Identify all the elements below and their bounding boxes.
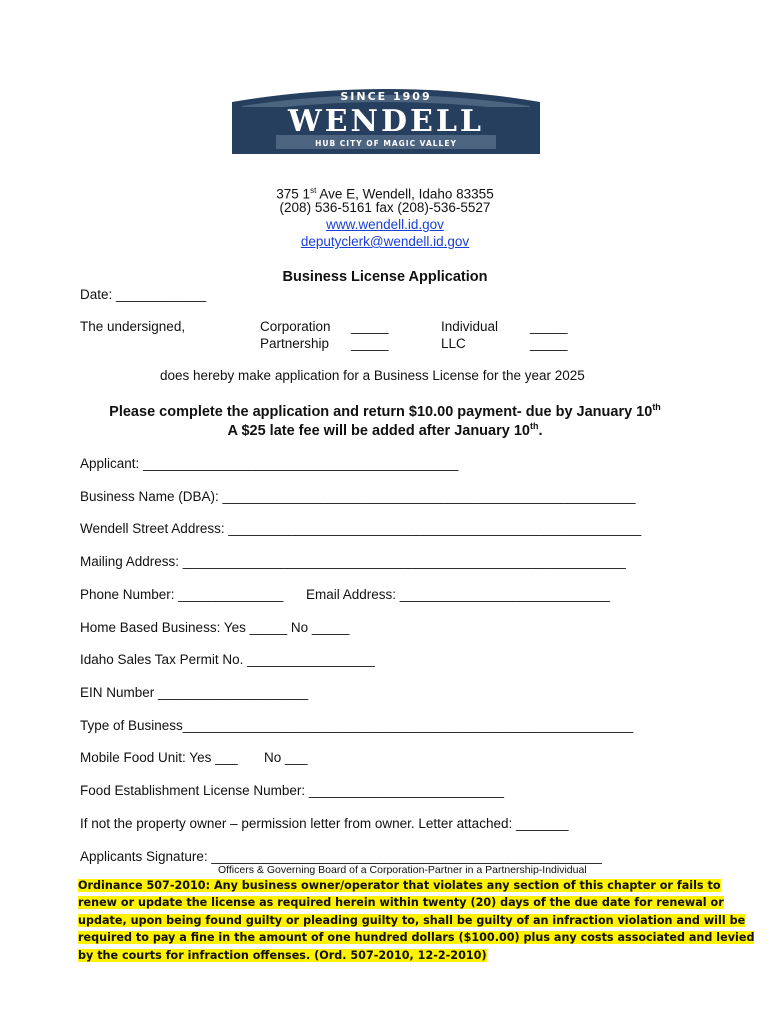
individual-label: Individual bbox=[441, 319, 499, 334]
corporation-blank[interactable]: _____ bbox=[351, 319, 389, 334]
llc-blank[interactable]: _____ bbox=[530, 336, 568, 351]
logo-since-text: SINCE 1909 bbox=[340, 90, 432, 103]
address-street: 375 1st Ave E, Wendell, Idaho 83355 bbox=[276, 186, 494, 202]
email-link[interactable]: deputyclerk@wendell.id.gov bbox=[300, 234, 470, 249]
form-title: Business License Application bbox=[282, 269, 488, 285]
phone-field[interactable]: Phone Number: ______________ bbox=[80, 587, 284, 602]
business-name-field[interactable]: Business Name (DBA): _______________________________________________________ bbox=[80, 489, 636, 504]
ein-field[interactable]: EIN Number ____________________ bbox=[80, 685, 309, 700]
ordinance-notice bbox=[78, 877, 755, 964]
mobile-food-no-field[interactable]: No ___ bbox=[264, 750, 308, 765]
llc-label: LLC bbox=[441, 336, 466, 351]
corporation-label: Corporation bbox=[260, 319, 331, 334]
ordinance-line: renew or update the license as required herein within twenty (20) days of the due date for renewal or bbox=[78, 896, 724, 910]
address-phone-fax: (208) 536-5161 fax (208)-536-5527 bbox=[279, 200, 491, 215]
mailing-address-field[interactable]: Mailing Address: ___________________________________________________________ bbox=[80, 554, 626, 569]
email-field[interactable]: Email Address: ____________________________ bbox=[306, 587, 611, 602]
ordinance-line: required to pay a fine in the amount of one hundred dollars ($100.00) plus any costs associated and levied bbox=[78, 931, 755, 945]
ordinance-line: update, upon being found guilty or pleading guilty to, shall be guilty of an infraction violation and will be bbox=[78, 913, 746, 927]
undersigned-label: The undersigned, bbox=[80, 319, 186, 334]
application-statement: does hereby make application for a Business License for the year 2025 bbox=[160, 368, 585, 383]
signature-field[interactable]: Applicants Signature: ____________________________________________________ bbox=[80, 849, 602, 864]
sales-tax-field[interactable]: Idaho Sales Tax Permit No. _________________ bbox=[80, 652, 375, 667]
type-of-business-field[interactable]: Type of Business____________________________________________________________ bbox=[80, 718, 634, 733]
partnership-label: Partnership bbox=[260, 336, 330, 351]
wendell-logo bbox=[224, 82, 548, 156]
logo-tagline-text: HUB CITY OF MAGIC VALLEY bbox=[315, 139, 457, 148]
ordinance-line: Ordinance 507-2010: Any business owner/operator that violates any section of this chapter or fails to bbox=[78, 879, 721, 892]
mobile-food-yes-field[interactable]: Mobile Food Unit: Yes ___ bbox=[80, 750, 238, 765]
partnership-blank[interactable]: _____ bbox=[351, 336, 389, 351]
website-link[interactable]: www.wendell.id.gov bbox=[326, 217, 444, 232]
property-owner-field[interactable]: If not the property owner – permission letter from owner. Letter attached: _______ bbox=[80, 816, 569, 831]
date-field[interactable]: Date: ____________ bbox=[80, 287, 207, 302]
applicant-field[interactable]: Applicant: __________________________________________ bbox=[80, 456, 459, 471]
street-address-field[interactable]: Wendell Street Address: _______________________________________________________ bbox=[80, 521, 642, 536]
home-based-field[interactable]: Home Based Business: Yes _____ No _____ bbox=[80, 620, 350, 635]
logo-name-text: WENDELL bbox=[287, 104, 485, 139]
logo-graphic bbox=[224, 82, 548, 156]
signature-note: Officers & Governing Board of a Corporation-Partner in a Partnership-Individual bbox=[218, 864, 587, 876]
food-license-field[interactable]: Food Establishment License Number: __________________________ bbox=[80, 783, 505, 798]
payment-notice: Please complete the application and return $10.00 payment- due by January 10th bbox=[109, 402, 661, 420]
individual-blank[interactable]: _____ bbox=[530, 319, 568, 334]
late-fee-notice: A $25 late fee will be added after January 10th. bbox=[227, 421, 543, 439]
ordinance-line: by the courts for infraction offenses. (Ord. 507-2010, 12-2-2010) bbox=[78, 948, 487, 962]
